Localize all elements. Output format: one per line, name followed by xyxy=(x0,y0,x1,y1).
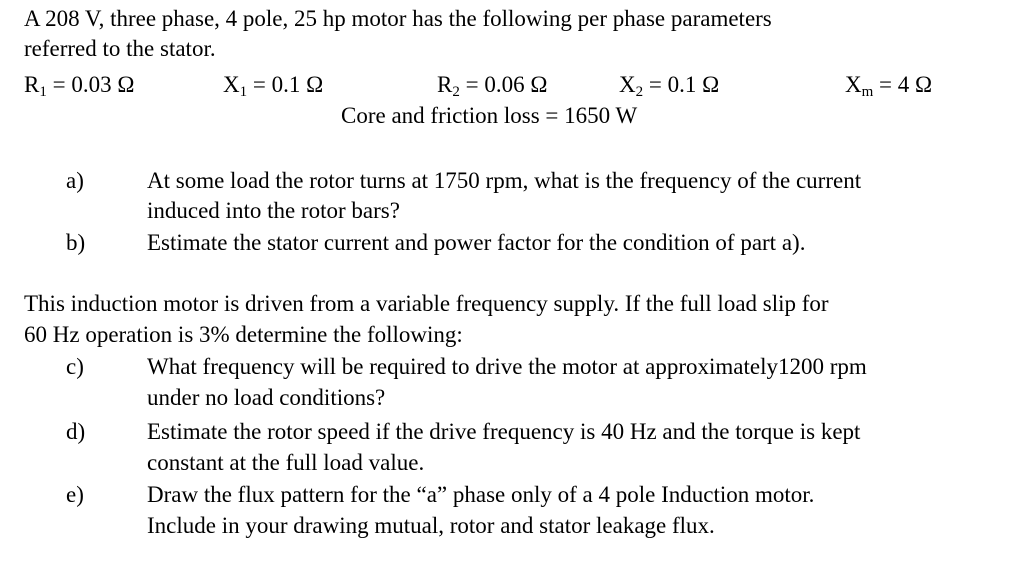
param-r2-symbol: R xyxy=(437,72,453,97)
question-c-line-1: What frequency will be required to drive the motor at approximately1200 rpm xyxy=(147,354,867,379)
param-xm xyxy=(845,70,932,100)
param-r2 xyxy=(437,70,547,100)
drive-intro-line-1: This induction motor is driven from a variable frequency supply. If the full load slip for xyxy=(24,291,829,316)
param-x1-symbol: X xyxy=(223,72,240,97)
question-d-line-1: Estimate the rotor speed if the drive frequency is 40 Hz and the torque is kept xyxy=(147,419,861,444)
param-xm-value: = 4 Ω xyxy=(873,72,933,97)
param-x2-symbol: X xyxy=(619,72,636,97)
question-d-line-2: constant at the full load value. xyxy=(147,450,425,475)
question-c-line-2: under no load conditions? xyxy=(147,385,386,410)
param-x1-subscript: 1 xyxy=(239,84,248,100)
question-e-line-1: Draw the flux pattern for the “a” phase only of a 4 pole Induction motor. xyxy=(147,482,815,507)
param-x2-subscript: 2 xyxy=(635,84,644,100)
intro-line-1: A 208 V, three phase, 4 pole, 25 hp motor has the following per phase parameters xyxy=(24,6,772,31)
question-c-label: c) xyxy=(66,354,84,379)
drive-intro-line-2: 60 Hz operation is 3% determine the following: xyxy=(24,322,463,347)
question-a-line-2: induced into the rotor bars? xyxy=(147,198,400,223)
core-friction-loss: Core and friction loss = 1650 W xyxy=(341,103,638,128)
param-r1 xyxy=(24,70,134,100)
question-e-label: e) xyxy=(66,482,84,507)
param-r1-symbol: R xyxy=(24,72,40,97)
question-a-line-1: At some load the rotor turns at 1750 rpm, what is the frequency of the current xyxy=(147,168,862,193)
param-x2-value: = 0.1 Ω xyxy=(643,72,720,97)
question-b-line-1: Estimate the stator current and power factor for the condition of part a). xyxy=(147,230,806,255)
param-xm-subscript: m xyxy=(861,84,874,100)
param-r1-subscript: 1 xyxy=(39,84,47,100)
param-x2 xyxy=(619,70,719,100)
param-xm-symbol: X xyxy=(845,72,862,97)
param-r2-subscript: 2 xyxy=(452,84,460,100)
question-d-label: d) xyxy=(66,419,86,444)
question-b-label: b) xyxy=(66,230,86,255)
question-a-label: a) xyxy=(66,168,84,193)
param-r2-value: = 0.06 Ω xyxy=(459,72,548,97)
intro-line-2: referred to the stator. xyxy=(24,36,216,61)
param-r1-value: = 0.03 Ω xyxy=(46,72,135,97)
param-x1 xyxy=(223,70,323,100)
param-x1-value: = 0.1 Ω xyxy=(247,72,324,97)
question-e-line-2: Include in your drawing mutual, rotor and stator leakage flux. xyxy=(147,513,715,538)
